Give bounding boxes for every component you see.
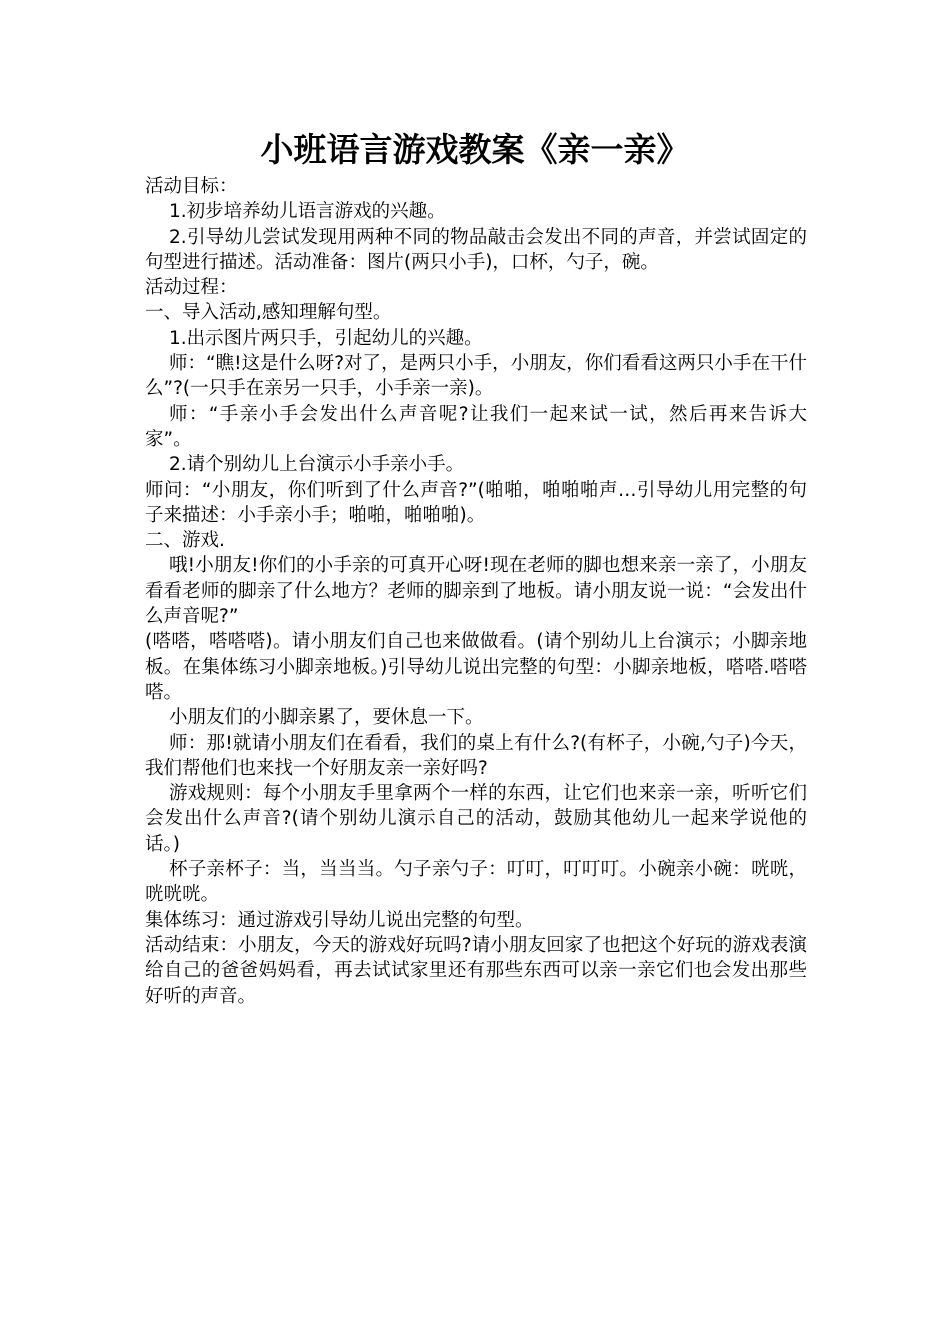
paragraph-step-1: 1.出示图片两只手，引起幼儿的兴趣。 <box>169 327 483 349</box>
paragraph-goals-heading: 活动目标： <box>145 176 238 197</box>
paragraph-group-practice: 集体练习：通过游戏引导幼儿说出完整的句型。 <box>145 909 534 931</box>
paragraph-teacher-question: 师问：“小朋友，你们听到了什么声音?”(啪啪，啪啪啪声…引导幼儿用完整的句子来描述：小手亲小手；啪啪，啪啪啪)。 <box>145 479 807 526</box>
paragraph-goal-2: 2.引导幼儿尝试发现用两种不同的物品敲击会发出不同的声音，并尝试固定的句型进行描述。活动准备：图片(两只小手)，口杯，勺子，碗。 <box>145 226 807 273</box>
paragraph-conclusion: 活动结束：小朋友，今天的游戏好玩吗?请小朋友回家了也把这个好玩的游戏表演给自己的爸爸妈妈看，再去试试家里还有那些东西可以亲一亲它们也会发出那些好听的声音。 <box>145 934 807 1007</box>
paragraph-step-2: 2.请个别幼儿上台演示小手亲小手。 <box>169 454 465 476</box>
paragraph-section-2: 二、游戏. <box>145 530 225 552</box>
paragraph-game-intro: 哦!小朋友!你们的小手亲的可真开心呀!现在老师的脚也想来亲一亲了，小朋友看看老师的脚亲了什么地方？老师的脚亲到了地板。请小朋友说一说：“会发出什么声音呢?” <box>145 555 807 628</box>
paragraph-goal-1: 1.初步培养幼儿语言游戏的兴趣。 <box>169 201 446 223</box>
paragraph-feet-demo: (嗒嗒，嗒嗒嗒)。请小朋友们自己也来做做看。(请个别幼儿上台演示；小脚亲地板。在集体练习小脚亲地板。)引导幼儿说出完整的句型：小脚亲地板，嗒嗒.嗒嗒嗒。 <box>145 631 807 703</box>
paragraph-game-rules: 游戏规则：每个小朋友手里拿两个一样的东西，让它们也来亲一亲，听听它们会发出什么声音?(请个别幼儿演示自己的活动，鼓励其他幼儿一起来学说他的话。) <box>145 783 807 855</box>
paragraph-section-1: 一、导入活动,感知理解句型。 <box>145 302 392 324</box>
paragraph-sounds: 杯子亲杯子：当，当当当。勺子亲勺子：叮叮，叮叮叮。小碗亲小碗：咣咣，咣咣咣。 <box>145 859 807 906</box>
paragraph-table-items: 师：那!就请小朋友们在看看，我们的桌上有什么?(有杯子，小碗,勺子)今天，我们帮他们也来找一个好朋友亲一亲好吗? <box>145 732 807 779</box>
paragraph-teacher-2: 师：“手亲小手会发出什么声音呢?让我们一起来试一试，然后再来告诉大家”。 <box>145 403 807 450</box>
document-title: 小班语言游戏教案《亲一亲》 <box>260 130 690 169</box>
document-body <box>145 174 807 1009</box>
paragraph-teacher-1: 师：“瞧!这是什么呀?对了，是两只小手，小朋友，你们看看这两只小手在干什么”?(一只手在亲另一只手，小手亲一亲)。 <box>145 353 807 400</box>
paragraph-process-heading: 活动过程： <box>145 277 238 299</box>
paragraph-rest: 小朋友们的小脚亲累了，要休息一下。 <box>169 707 484 729</box>
